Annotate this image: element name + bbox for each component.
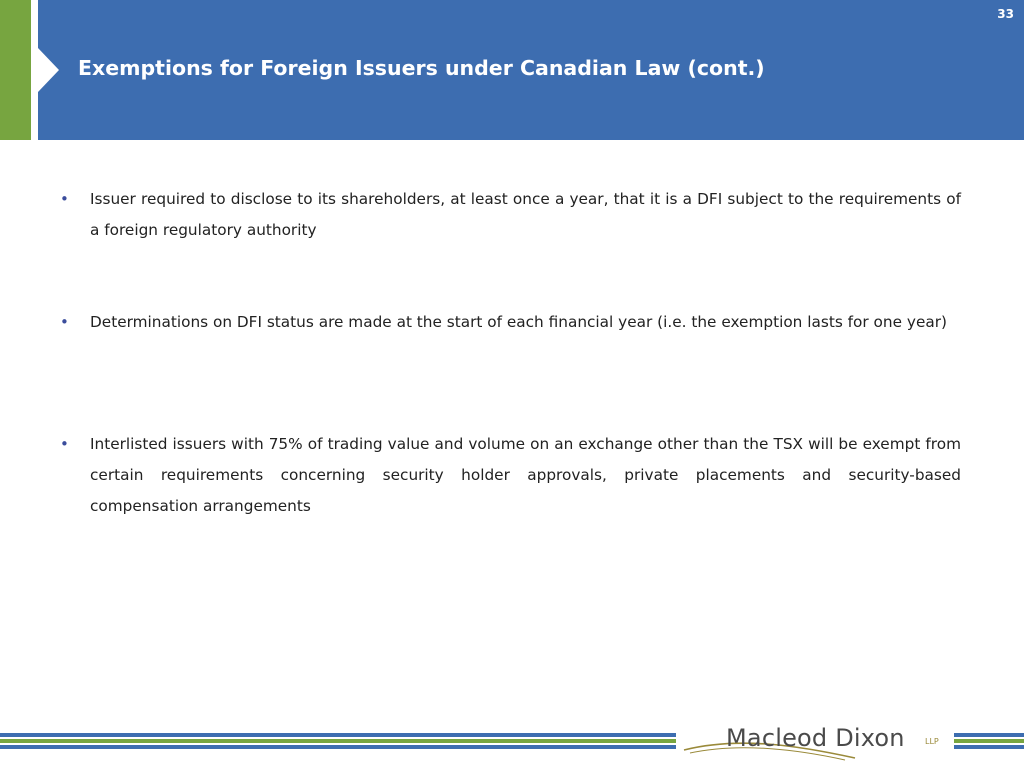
accent-bar <box>0 0 31 140</box>
company-logo <box>680 716 950 768</box>
bullet-item <box>60 184 961 246</box>
slide-title: Exemptions for Foreign Issuers under Canadian Law (cont.) <box>78 56 765 80</box>
accent-divider <box>31 0 38 140</box>
bullet-icon: • <box>60 435 69 453</box>
chevron-right-icon <box>38 48 59 92</box>
logo-suffix: LLP <box>925 737 939 746</box>
bullet-text: Issuer required to disclose to its shareholders, at least once a year, that it is a DFI subject to the requirements of a foreign regulatory authority <box>90 190 961 239</box>
bullet-icon: • <box>60 313 69 331</box>
logo-name: Macleod Dixon <box>726 724 905 752</box>
bullet-icon: • <box>60 190 69 208</box>
page-number: 33 <box>997 7 1014 21</box>
bullet-text: Interlisted issuers with 75% of trading value and volume on an exchange other than the TSX will be exempt from certain requirements concerning security holder approvals, private placements and security-based compensation arrangements <box>90 435 961 515</box>
bullet-item <box>60 307 961 338</box>
bullet-item <box>60 429 961 522</box>
bullet-text: Determinations on DFI status are made at the start of each financial year (i.e. the exemption lasts for one year) <box>90 313 947 331</box>
